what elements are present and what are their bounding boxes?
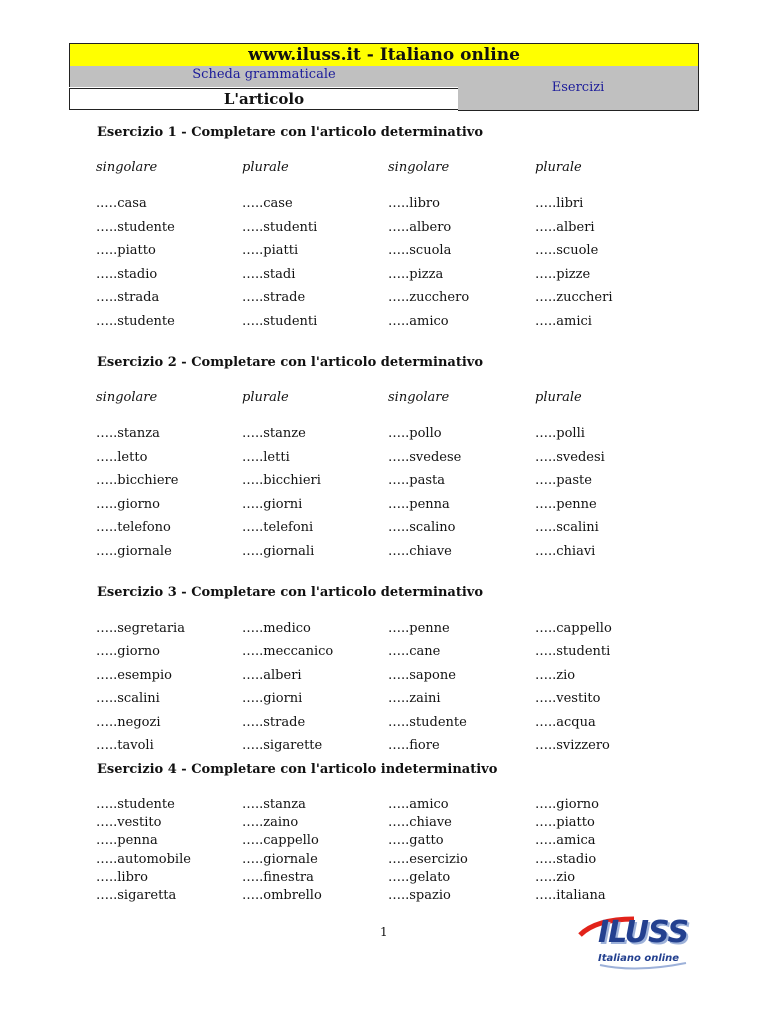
fill-in-item: …..penna xyxy=(96,833,158,849)
site-title: www.iluss.it - Italiano online xyxy=(69,43,699,67)
fill-in-item: …..libri xyxy=(535,196,584,211)
exercise-row xyxy=(0,797,768,817)
exercise-row xyxy=(0,220,768,240)
fill-in-item: …..fiore xyxy=(388,738,440,753)
exercise-row xyxy=(0,621,768,641)
fill-in-item: …..bicchiere xyxy=(96,473,179,489)
fill-in-item: …..scalini xyxy=(96,691,160,707)
fill-in-item: …..scuole xyxy=(535,243,599,259)
exercise-row xyxy=(0,852,768,872)
fill-in-item: …..automobile xyxy=(96,851,191,867)
logo-tagline: Italiano online xyxy=(598,953,680,964)
exercise-title: Esercizio 1 - Completare con l'articolo determinativo xyxy=(97,125,484,140)
fill-in-item: …..meccanico xyxy=(242,644,334,660)
iluss-logo xyxy=(576,913,701,971)
fill-in-item: …..segretaria xyxy=(96,621,185,636)
fill-in-item: …..giornale xyxy=(242,851,318,867)
fill-in-item: …..svedese xyxy=(388,449,462,465)
fill-in-item: …..giornale xyxy=(96,544,172,559)
column-header-row xyxy=(0,390,768,410)
exercise-row xyxy=(0,243,768,263)
fill-in-item: …..bicchieri xyxy=(242,473,321,489)
fill-in-item: …..piatti xyxy=(242,243,299,259)
fill-in-item: …..zio xyxy=(535,869,576,885)
fill-in-item: …..libro xyxy=(96,869,148,885)
fill-in-item: …..vestito xyxy=(535,691,601,707)
fill-in-item: …..zuccheri xyxy=(535,290,613,306)
header-subtitle: Scheda grammaticale xyxy=(69,66,458,87)
page-number: 1 xyxy=(380,925,388,939)
exercise-row xyxy=(0,715,768,735)
fill-in-item: …..sigarette xyxy=(242,738,323,753)
fill-in-item: …..piatto xyxy=(96,243,156,259)
column-header: singolare xyxy=(388,390,450,405)
exercise-row xyxy=(0,450,768,470)
fill-in-item: …..piatto xyxy=(535,815,595,831)
fill-in-item: …..zucchero xyxy=(388,290,470,306)
fill-in-item: …..giorno xyxy=(535,797,599,812)
fill-in-item: …..acqua xyxy=(535,714,596,730)
fill-in-item: …..strade xyxy=(242,290,306,306)
fill-in-item: …..svizzero xyxy=(535,738,610,753)
fill-in-item: …..ombrello xyxy=(242,888,322,903)
exercise-row xyxy=(0,738,768,758)
fill-in-item: …..esercizio xyxy=(388,851,468,867)
fill-in-item: …..stanze xyxy=(242,426,306,441)
fill-in-item: …..strade xyxy=(242,714,306,730)
exercise-row xyxy=(0,833,768,853)
fill-in-item: …..cappello xyxy=(242,833,319,849)
fill-in-item: …..amica xyxy=(535,833,596,849)
fill-in-item: …..letti xyxy=(242,449,290,465)
fill-in-item: …..studenti xyxy=(242,314,318,329)
fill-in-item: ..…casa xyxy=(96,196,147,211)
fill-in-item: …..tavoli xyxy=(96,738,154,753)
column-header: plurale xyxy=(535,390,582,405)
fill-in-item: …..giornali xyxy=(242,544,315,559)
fill-in-item: …..esempio xyxy=(96,667,172,683)
fill-in-item: …..gatto xyxy=(388,833,444,849)
page-header xyxy=(69,43,699,111)
exercise-row xyxy=(0,314,768,334)
exercise-row xyxy=(0,290,768,310)
exercise-title: Esercizio 4 - Completare con l'articolo indeterminativo xyxy=(97,762,498,777)
exercise-row xyxy=(0,644,768,664)
fill-in-item: …..giorni xyxy=(242,691,303,707)
fill-in-item: …..penna xyxy=(388,496,450,512)
fill-in-item: …..pizze xyxy=(535,266,591,282)
fill-in-item: …..amico xyxy=(388,314,449,329)
exercise-row xyxy=(0,473,768,493)
fill-in-item: …..giorni xyxy=(242,496,303,512)
fill-in-item: …..stadi xyxy=(242,266,296,282)
column-header: singolare xyxy=(96,390,158,405)
fill-in-item: …..telefono xyxy=(96,520,171,536)
exercise-row xyxy=(0,520,768,540)
fill-in-item: …..spazio xyxy=(388,888,451,903)
fill-in-item: …..stanza xyxy=(242,797,306,812)
fill-in-item: …..sapone xyxy=(388,667,456,683)
fill-in-item: …..studente xyxy=(96,797,175,812)
fill-in-item: …..scuola xyxy=(388,243,452,259)
fill-in-item: …..medico xyxy=(242,621,311,636)
exercise-title: Esercizio 3 - Completare con l'articolo determinativo xyxy=(97,585,484,600)
column-header: singolare xyxy=(96,160,158,175)
header-section: Esercizi xyxy=(458,66,699,111)
fill-in-item: …..stanza xyxy=(96,426,160,441)
fill-in-item: …..alberi xyxy=(242,667,302,683)
column-header-row xyxy=(0,160,768,180)
fill-in-item: …..studente xyxy=(96,314,175,329)
fill-in-item: …..zaini xyxy=(388,691,441,707)
fill-in-item: …..polli xyxy=(535,426,585,441)
fill-in-item: …..cane xyxy=(388,644,441,660)
exercise-row xyxy=(0,888,768,908)
fill-in-item: …..studenti xyxy=(535,644,611,660)
column-header: plurale xyxy=(535,160,582,175)
fill-in-item: …..sigaretta xyxy=(96,888,177,903)
exercise-row xyxy=(0,426,768,446)
fill-in-item: …..penne xyxy=(388,621,450,636)
fill-in-item: …..letto xyxy=(96,449,148,465)
fill-in-item: …..svedesi xyxy=(535,449,605,465)
fill-in-item: …..negozi xyxy=(96,714,161,730)
exercise-row xyxy=(0,691,768,711)
logo-name: ILUSS xyxy=(598,915,689,950)
fill-in-item: …..giorno xyxy=(96,496,160,512)
fill-in-item: …..scalini xyxy=(535,520,599,536)
fill-in-item: …..telefoni xyxy=(242,520,314,536)
fill-in-item: …..scalino xyxy=(388,520,456,536)
fill-in-item: …..studenti xyxy=(242,219,318,235)
fill-in-item: …..vestito xyxy=(96,815,162,831)
fill-in-item: …..strada xyxy=(96,290,160,306)
column-header: plurale xyxy=(242,390,289,405)
fill-in-item: …..pasta xyxy=(388,473,445,489)
fill-in-item: …..studente xyxy=(96,219,175,235)
exercise-row xyxy=(0,196,768,216)
fill-in-item: …..gelato xyxy=(388,869,451,885)
fill-in-item: …..italiana xyxy=(535,888,606,903)
fill-in-item: …..pollo xyxy=(388,426,442,441)
exercise-row xyxy=(0,497,768,517)
exercise-row xyxy=(0,267,768,287)
fill-in-item: …..penne xyxy=(535,496,597,512)
exercise-title: Esercizio 2 - Completare con l'articolo determinativo xyxy=(97,355,484,370)
fill-in-item: …..albero xyxy=(388,219,452,235)
fill-in-item: …..studente xyxy=(388,714,467,730)
column-header: plurale xyxy=(242,160,289,175)
fill-in-item: …..zio xyxy=(535,667,576,683)
header-topic: L'articolo xyxy=(69,88,459,110)
fill-in-item: …..chiavi xyxy=(535,544,596,559)
exercise-row xyxy=(0,668,768,688)
fill-in-item: …..chiave xyxy=(388,544,452,559)
column-header: singolare xyxy=(388,160,450,175)
fill-in-item: …..cappello xyxy=(535,621,612,636)
exercise-row xyxy=(0,870,768,890)
fill-in-item: …..amici xyxy=(535,314,592,329)
fill-in-item: …..stadio xyxy=(535,851,597,867)
fill-in-item: …..pizza xyxy=(388,266,444,282)
fill-in-item: …..amico xyxy=(388,797,449,812)
fill-in-item: …..alberi xyxy=(535,219,595,235)
fill-in-item: …..giorno xyxy=(96,644,160,660)
exercise-row xyxy=(0,815,768,835)
fill-in-item: …..libro xyxy=(388,196,440,211)
fill-in-item: …..paste xyxy=(535,473,592,489)
fill-in-item: …..stadio xyxy=(96,266,158,282)
fill-in-item: …..finestra xyxy=(242,869,314,885)
exercise-row xyxy=(0,544,768,564)
fill-in-item: …..case xyxy=(242,196,293,211)
fill-in-item: …..chiave xyxy=(388,815,452,831)
fill-in-item: …..zaino xyxy=(242,815,299,831)
